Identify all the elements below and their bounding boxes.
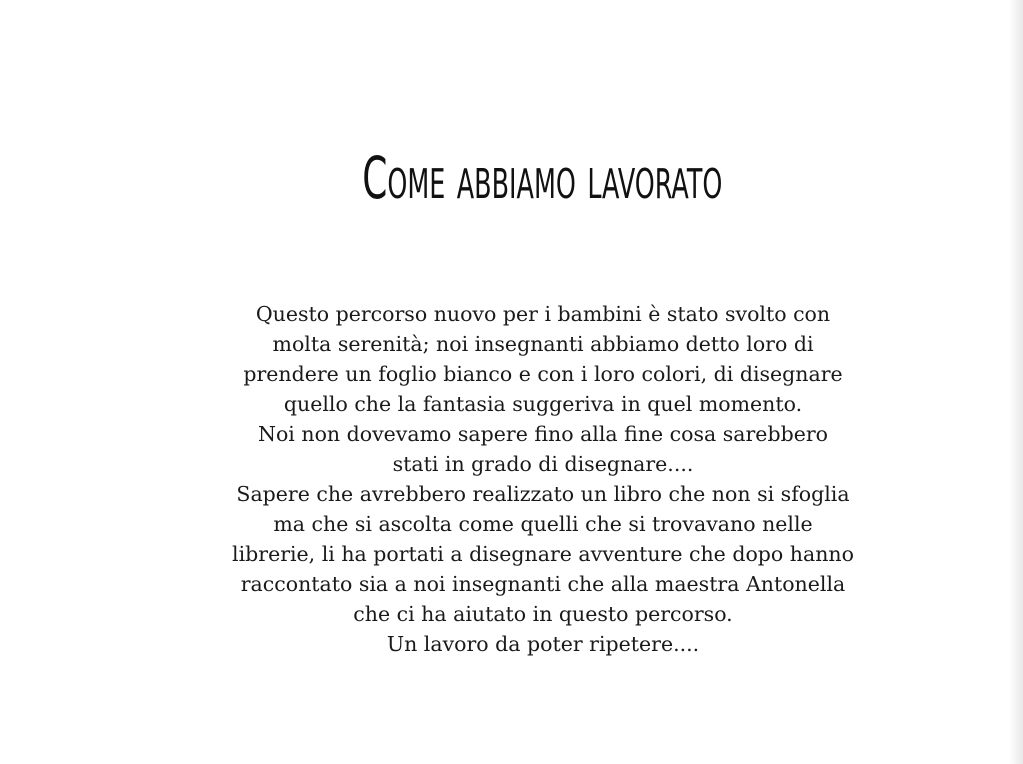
paragraph-line: Questo percorso nuovo per i bambini è stato svolto con	[255, 302, 831, 326]
paragraph-line: molta serenità; noi insegnanti abbiamo detto loro di	[272, 332, 814, 356]
paragraph-line: librerie, li ha portati a disegnare avventure che dopo hanno	[232, 542, 854, 566]
paragraph-line: Noi non dovevamo sapere fino alla fine cosa sarebbero	[258, 422, 828, 446]
paragraph-line: Un lavoro da poter ripetere....	[386, 632, 700, 656]
paragraph-line: raccontato sia a noi insegnanti che alla maestra Antonella	[240, 572, 846, 596]
paragraph-line: che ci ha aiutato in questo percorso.	[353, 602, 733, 626]
paragraph-line: stati in grado di disegnare....	[392, 452, 694, 476]
paragraph-line: ma che si ascolta come quelli che si trovavano nelle	[273, 512, 813, 536]
page-title: Come abbiamo lavorato	[362, 144, 723, 212]
body-paragraph	[213, 299, 873, 659]
paragraph-line: Sapere che avrebbero realizzato un libro che non si sfoglia	[236, 482, 850, 506]
paragraph-line: prendere un foglio bianco e con i loro colori, di disegnare	[243, 362, 843, 386]
page-edge-shadow	[1009, 0, 1023, 764]
paragraph-line: quello che la fantasia suggeriva in quel momento.	[283, 392, 803, 416]
